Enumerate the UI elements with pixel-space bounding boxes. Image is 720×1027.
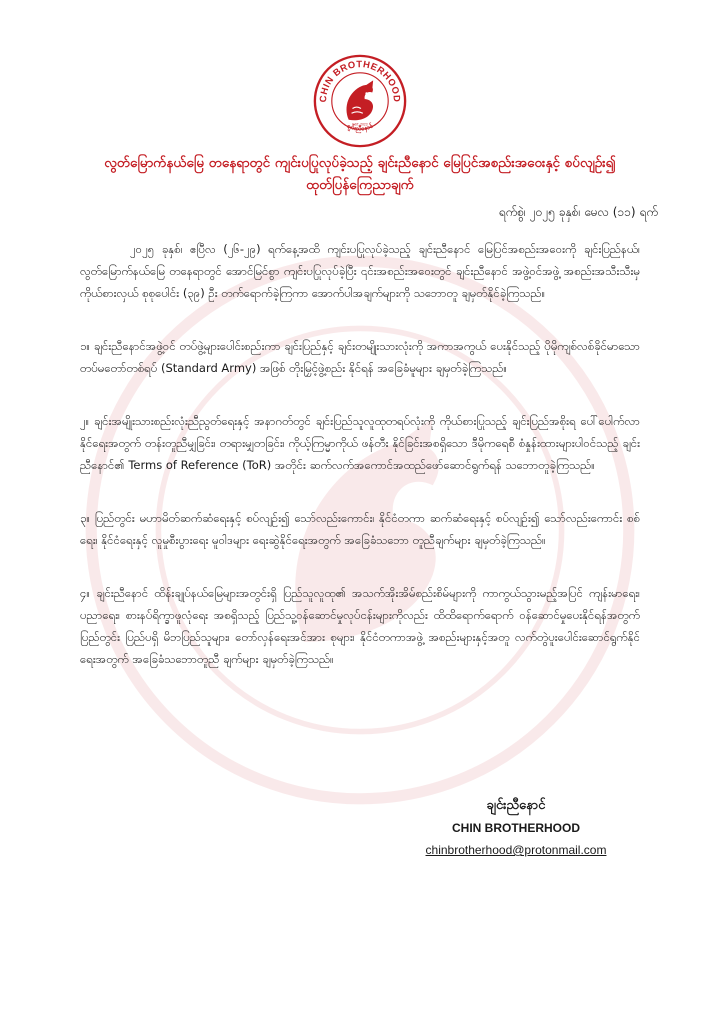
- email-link[interactable]: chinbrotherhood@protonmail.com: [425, 843, 607, 857]
- signature-name-en: CHIN BROTHERHOOD: [452, 821, 580, 835]
- signature-name-mm: ချင်းညီနောင်: [486, 798, 546, 813]
- point-4-paragraph: ၄။ ချင်းညီနောင် ထိန်းချုပ်နယ်မြေများအတွင်းရှိ ပြည်သူလူထု၏ အသက်အိုးအိမ်စည်းစိမ်များကို ကာကွယ်သွားမည့်အပြင် ကျန်းမာရေး၊ ပညာရေး၊ စားနပ်ရိက္ခာဖူလုံရေး အစရှိသည့် ပြည်သူ့ဝန်ဆောင်မှုလုပ်ငန်းများကိုလည်း ထိထိရောက်ရောက် ဝန်ဆောင်မှုပေးနိုင်ရန်အတွက် ပြည်တွင်း ပြည်ပရှိ မိဘပြည်သူများ၊ တော်လှန်ရေးအင်အား စုများ၊ နိုင်ငံတကာအဖွဲ့ အစည်းများနှင့်အတူ လက်တွဲပူးပေါင်းဆောင်ရွက်နိုင်ရေးအတွက် အခြေခံသဘောတူညီ ချက်များ ချမှတ်ခဲ့ကြသည်။: [80, 586, 640, 666]
- intro-paragraph: ၂၀၂၅ ခုနှစ်၊ ဧပြီလ (၂၆-၂၉) ရက်နေ့အထိ ကျင်းပပြုလုပ်ခဲ့သည့် ချင်းညီနောင် မြေပြင်အစည်းအဝေးကို ချင်းပြည်နယ်၊ လွတ်မြောက်နယ်မြေ တနေရာတွင် အောင်မြင်စွာ ကျင်းပပြုလုပ်ခဲ့ပြီး ၎င်းအစည်းအဝေးတွင် ချင်းညီနောင် အဖွဲ့ဝင်အဖွဲ့ အစည်းအသီးသီးမှ ကိုယ်စားလှယ် စုစုပေါင်း (၃၉) ဦး တက်ရောက်ခဲ့ကြကာ အောက်ပါအချက်များကို သဘောတူ ချမှတ်နိုင်ခဲ့ကြသည်။: [80, 242, 640, 300]
- point-1-paragraph: ၁။ ချင်းညီနောင်အဖွဲ့ဝင် တပ်ဖွဲ့များပေါင်းစည်းကာ ချင်းပြည်နှင့် ချင်းတမျိုးသားလုံးကို အကာအကွယ် ပေးနိုင်သည့် ပိုမိုကျစ်လစ်ခိုင်မာသော တပ်မတော်တစ်ရပ် (Standard Army) အဖြစ် တိုးမြှင့်ဖွဲ့စည်း နိုင်ရန် အခြေခံမူများ ချမှတ်ခဲ့ကြသည်။: [80, 339, 640, 375]
- point-2-paragraph: ၂။ ချင်းအမျိုးသားစည်းလုံးညီညွတ်ရေးနှင့် အနာဂတ်တွင် ချင်းပြည်သူလူထုတရပ်လုံးကို ကိုယ်စားပြုသည့် ချင်းပြည်အစိုးရ ပေါ်ပေါက်လာနိုင်ရေးအတွက် တန်းတူညီမျှခြင်း၊ တရားမျှတခြင်း၊ ကိုယ့်ကြမ္မာကိုယ် ဖန်တီး နိုင်ခြင်းအစရှိသော ဒီမိုကရေစီ စံနှုန်းထားများပါဝင်သည့် ချင်းညီနောင်၏ Terms of Reference (ToR) အတိုင်း ဆက်လက်အကောင်အထည်ဖော်ဆောင်ရွက်ရန် သဘောတူခဲ့ကြသည်။: [80, 414, 640, 472]
- point-3-paragraph: ၃။ ပြည်တွင်း မဟာမိတ်ဆက်ဆံရေးနှင့် စပ်လျဉ်း၍ သော်လည်းကောင်း၊ နိုင်ငံတကာ ဆက်ဆံရေးနှင့် စပ်လျဉ်း၍ သော်လည်းကောင်း စစ်ရေး၊ နိုင်ငံရေးနှင့် လူမှုစီးပွားရေး မူဝါဒများ ရေးဆွဲနိုင်ရေးအတွက် အခြေခံသဘော တူညီချက်များ ချမှတ်ခဲ့ကြသည်။: [80, 511, 640, 547]
- statement-body: [80, 238, 640, 701]
- logo-top-text: CHIN BROTHERHOOD: [317, 58, 403, 103]
- statement-title: လွတ်မြောက်နယ်မြေ တနေရာတွင် ကျင်းပပြုလုပ်ခဲ့သည့် ချင်းညီနောင် မြေပြင်အစည်းအဝေးနှင့် စပ်လျဉ်း၍ ထုတ်ပြန်ကြေညာချက်: [104, 155, 616, 193]
- logo-bottom-text: ချင်းညီနောင်: [345, 122, 375, 133]
- signature-block: [396, 795, 636, 861]
- chin-brotherhood-logo: [313, 54, 407, 148]
- statement-date: ရက်စွဲ၊ ၂၀၂၅ ခုနှစ်၊ မေလ (၁၁) ရက်: [498, 205, 658, 219]
- logo-est-text: EST. 2023: [352, 122, 368, 127]
